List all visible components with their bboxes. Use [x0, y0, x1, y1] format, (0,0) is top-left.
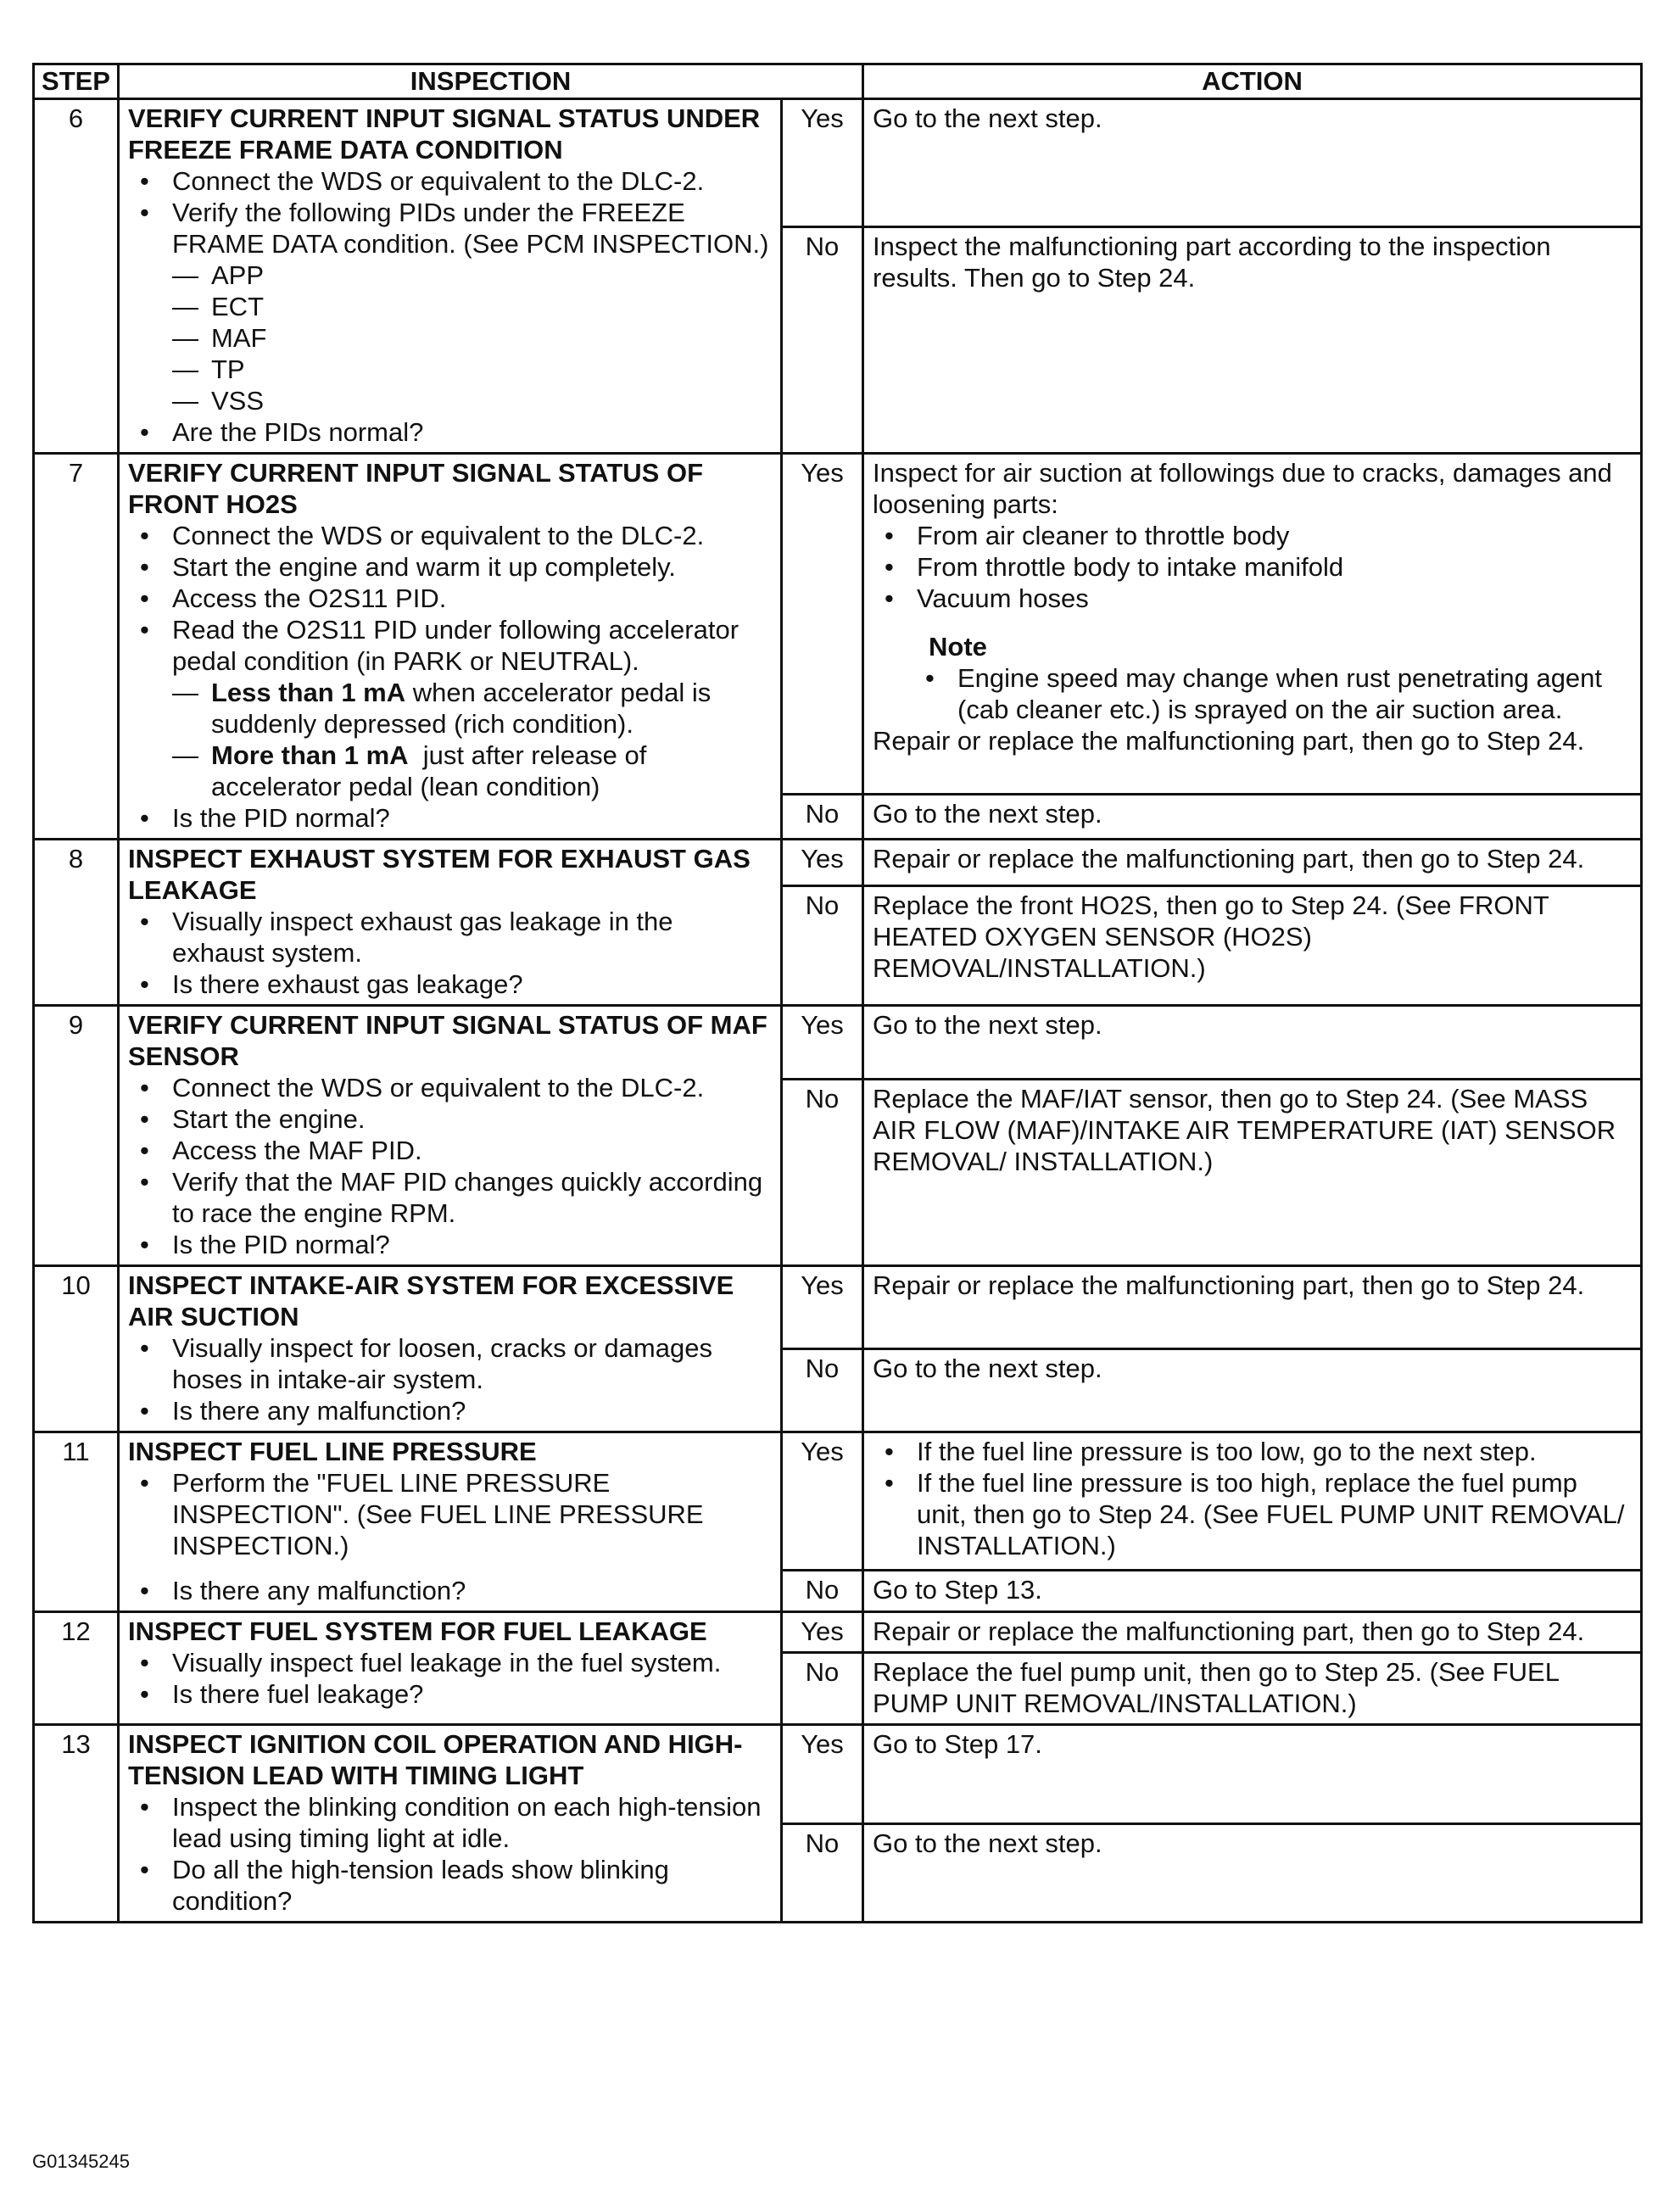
header-step: STEP: [34, 64, 119, 99]
list-item: • Start the engine.: [128, 1103, 772, 1135]
pid-item: — ECT: [172, 291, 772, 322]
no-label: No: [782, 1570, 863, 1611]
inspection-cell: [119, 1725, 782, 1923]
list-item: • Are the PIDs normal?: [128, 416, 772, 448]
inspection-title: INSPECT FUEL SYSTEM FOR FUEL LEAKAGE: [128, 1616, 707, 1646]
yes-label: Yes: [782, 1432, 863, 1571]
list-item: • Connect the WDS or equivalent to the DLC-2.: [128, 520, 772, 551]
no-label: No: [782, 1823, 863, 1923]
inspection-bullets: [128, 520, 772, 834]
note-block: [873, 631, 1632, 725]
header-action: ACTION: [863, 64, 1642, 99]
no-action: Replace the MAF/IAT sensor, then go to Step 24. (See MASS AIR FLOW (MAF)/INTAKE AIR TEMPERATURE (IAT) SENSOR REMOVAL/ INSTALLATION.): [863, 1079, 1642, 1265]
yes-action: [863, 1432, 1642, 1571]
yes-action-end: Repair or replace the malfunctioning part, then go to Step 24.: [873, 726, 1585, 756]
no-action: Inspect the malfunctioning part according to the inspection results. Then go to Step 24.: [863, 226, 1642, 453]
note-list: [873, 662, 1632, 725]
inspection-title: INSPECT IGNITION COIL OPERATION AND HIGH-TENSION LEAD WITH TIMING LIGHT: [128, 1729, 743, 1790]
procedure-table-container: [32, 63, 1640, 1923]
list-item: • Perform the "FUEL LINE PRESSURE INSPECTION". (See FUEL LINE PRESSURE INSPECTION.): [128, 1467, 772, 1561]
list-item: • Connect the WDS or equivalent to the DLC-2.: [128, 1072, 772, 1103]
list-item: • If the fuel line pressure is too low, go to the next step.: [873, 1436, 1632, 1467]
table-row: [34, 1266, 1642, 1349]
list-item: • Vacuum hoses: [873, 583, 1632, 614]
yes-label: Yes: [782, 1612, 863, 1653]
pid-list: [172, 260, 772, 416]
no-label: No: [782, 1653, 863, 1725]
no-label: No: [782, 886, 863, 1006]
list-item: • Is there any malfunction?: [128, 1575, 772, 1606]
list-item: [128, 614, 772, 802]
inspection-cell: [119, 840, 782, 1006]
list-item: • Visually inspect for loosen, cracks or damages hoses in intake-air system.: [128, 1332, 772, 1395]
step-number: 10: [34, 1266, 119, 1432]
header-inspection: INSPECTION: [119, 64, 863, 99]
no-action: Replace the fuel pump unit, then go to Step 25. (See FUEL PUMP UNIT REMOVAL/INSTALLATION.): [863, 1653, 1642, 1725]
list-item: • Verify that the MAF PID changes quickly according to race the engine RPM.: [128, 1166, 772, 1229]
list-item: • Access the MAF PID.: [128, 1135, 772, 1166]
inspection-title: VERIFY CURRENT INPUT SIGNAL STATUS UNDER FREEZE FRAME DATA CONDITION: [128, 103, 761, 165]
table-row: [34, 1432, 1642, 1571]
table-row: [34, 1612, 1642, 1653]
table-row: [34, 840, 1642, 886]
condition-value: More than 1 mA: [211, 740, 409, 770]
list-item: • Connect the WDS or equivalent to the DLC-2.: [128, 165, 772, 197]
inspection-title: INSPECT INTAKE-AIR SYSTEM FOR EXCESSIVE AIR SUCTION: [128, 1270, 734, 1331]
inspection-title: VERIFY CURRENT INPUT SIGNAL STATUS OF MAF SENSOR: [128, 1010, 767, 1071]
condition-text: when accelerator pedal is suddenly depressed (rich condition).: [211, 678, 712, 739]
list-item: [128, 197, 772, 416]
yes-label: Yes: [782, 1725, 863, 1824]
no-action: Go to the next step.: [863, 1349, 1642, 1432]
inspection-bullets: [128, 1647, 772, 1710]
no-label: No: [782, 1079, 863, 1265]
list-item: • Access the O2S11 PID.: [128, 583, 772, 614]
table-row: [34, 1725, 1642, 1824]
list-item: • Is the PID normal?: [128, 802, 772, 834]
yes-action-list: [873, 520, 1632, 614]
inspection-title: INSPECT FUEL LINE PRESSURE: [128, 1437, 537, 1466]
pid-item: — APP: [172, 260, 772, 291]
inspection-cell: [119, 1006, 782, 1266]
list-item-text: Verify the following PIDs under the FREEZE FRAME DATA condition. (See PCM INSPECTION.): [172, 198, 769, 259]
yes-action: Go to Step 17.: [863, 1725, 1642, 1824]
inspection-cell: [119, 1266, 782, 1432]
inspection-cell: [119, 454, 782, 840]
yes-action: Repair or replace the malfunctioning part, then go to Step 24.: [863, 1266, 1642, 1349]
yes-action: Repair or replace the malfunctioning part, then go to Step 24.: [863, 840, 1642, 886]
note-title: Note: [929, 632, 987, 662]
table-row: [34, 454, 1642, 795]
list-item: • Is there exhaust gas leakage?: [128, 969, 772, 1000]
table-row: [34, 99, 1642, 227]
yes-label: Yes: [782, 840, 863, 886]
yes-action-intro: Inspect for air suction at followings due to cracks, damages and loosening parts:: [873, 458, 1612, 519]
yes-action: Repair or replace the malfunctioning part, then go to Step 24.: [863, 1612, 1642, 1653]
yes-action: Go to the next step.: [863, 1006, 1642, 1080]
pid-item: — VSS: [172, 385, 772, 416]
no-label: No: [782, 1349, 863, 1432]
procedure-table: [32, 63, 1643, 1923]
table-row: [34, 1006, 1642, 1080]
list-item: • From air cleaner to throttle body: [873, 520, 1632, 551]
inspection-bullets: [128, 1791, 772, 1917]
table-header-row: [34, 64, 1642, 99]
inspection-title: VERIFY CURRENT INPUT SIGNAL STATUS OF FRONT HO2S: [128, 458, 704, 519]
yes-action: Go to the next step.: [863, 99, 1642, 227]
yes-action: [863, 454, 1642, 795]
inspection-bullets: [128, 906, 772, 1000]
yes-label: Yes: [782, 454, 863, 795]
yes-label: Yes: [782, 1266, 863, 1349]
inspection-bullets: [128, 165, 772, 448]
yes-label: Yes: [782, 99, 863, 227]
list-item: • Visually inspect exhaust gas leakage in the exhaust system.: [128, 906, 772, 969]
condition-list: [172, 677, 772, 802]
list-item-text: Read the O2S11 PID under following accelerator pedal condition (in PARK or NEUTRAL).: [172, 615, 740, 676]
condition-text: just after release of accelerator pedal (lean condition): [211, 740, 655, 801]
no-action: Replace the front HO2S, then go to Step 24. (See FRONT HEATED OXYGEN SENSOR (HO2S) REMOVAL/INSTALLATION.): [863, 886, 1642, 1006]
condition-value: Less than 1 mA: [211, 678, 406, 707]
list-item: • Engine speed may change when rust penetrating agent (cab cleaner etc.) is sprayed on the air suction area.: [873, 662, 1632, 725]
list-item: • From throttle body to intake manifold: [873, 551, 1632, 583]
no-label: No: [782, 794, 863, 839]
inspection-bullets: [128, 1072, 772, 1260]
condition-item: [172, 677, 772, 740]
figure-code: G01345245: [32, 2151, 130, 2172]
pid-item: — TP: [172, 354, 772, 385]
list-item: • Inspect the blinking condition on each high-tension lead using timing light at idle.: [128, 1791, 772, 1854]
list-item: • Start the engine and warm it up completely.: [128, 551, 772, 583]
list-item: • Is there fuel leakage?: [128, 1678, 772, 1710]
step-number: 8: [34, 840, 119, 1006]
pid-item: — MAF: [172, 322, 772, 354]
yes-label: Yes: [782, 1006, 863, 1080]
list-item: • If the fuel line pressure is too high, replace the fuel pump unit, then go to Step 24. (See FUEL PUMP UNIT REMOVAL/ INSTALLATION.): [873, 1467, 1632, 1561]
no-label: No: [782, 226, 863, 453]
no-action: Go to the next step.: [863, 1823, 1642, 1923]
no-action: Go to Step 13.: [863, 1570, 1642, 1611]
list-item: • Is the PID normal?: [128, 1229, 772, 1260]
list-item: • Visually inspect fuel leakage in the fuel system.: [128, 1647, 772, 1678]
yes-action-list: [873, 1436, 1632, 1561]
inspection-cell: [119, 1612, 782, 1725]
step-number: 11: [34, 1432, 119, 1612]
condition-item: [172, 740, 772, 802]
list-item: • Do all the high-tension leads show blinking condition?: [128, 1854, 772, 1917]
step-number: 13: [34, 1725, 119, 1923]
step-number: 7: [34, 454, 119, 840]
inspection-cell: [119, 1432, 782, 1612]
no-action: Go to the next step.: [863, 794, 1642, 839]
inspection-title: INSPECT EXHAUST SYSTEM FOR EXHAUST GAS LEAKAGE: [128, 844, 751, 905]
step-number: 12: [34, 1612, 119, 1725]
step-number: 6: [34, 99, 119, 454]
list-item: • Is there any malfunction?: [128, 1395, 772, 1426]
inspection-cell: [119, 99, 782, 454]
inspection-bullets: [128, 1467, 772, 1606]
step-number: 9: [34, 1006, 119, 1266]
inspection-bullets: [128, 1332, 772, 1426]
